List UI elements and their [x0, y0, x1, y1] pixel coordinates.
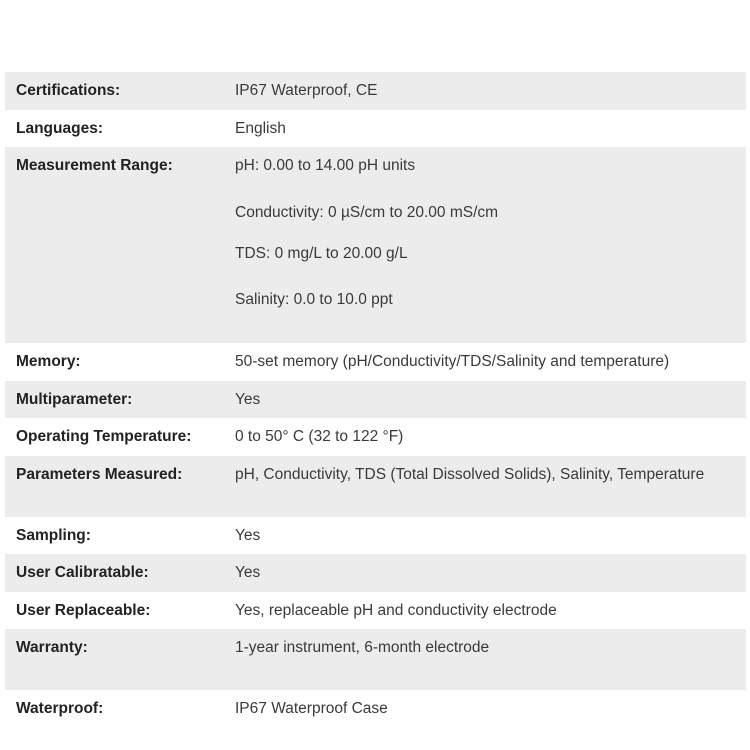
spec-label: Waterproof: [16, 700, 104, 717]
spec-row-measurement-range [5, 147, 746, 343]
spec-row-waterproof [5, 690, 746, 728]
spec-value: English [235, 119, 286, 137]
spec-value: 0 to 50° C (32 to 122 °F) [235, 428, 404, 445]
spec-value: Yes [235, 564, 261, 581]
spec-row-certifications [5, 72, 746, 110]
spec-row-memory [5, 343, 746, 381]
spec-row-languages [5, 110, 746, 148]
spec-row-multiparameter [5, 381, 746, 419]
spec-label: Certifications: [16, 82, 121, 99]
spec-value: 1-year instrument, 6-month electrode [235, 639, 490, 656]
spec-value: IP67 Waterproof Case [235, 700, 388, 717]
spec-label: Warranty: [16, 639, 88, 656]
spec-row-sampling [5, 517, 746, 555]
spec-value: pH, Conductivity, TDS (Total Dissolved Solids), Salinity, Temperature [235, 465, 705, 483]
spec-label: User Calibratable: [16, 564, 149, 581]
spec-row-warranty [5, 629, 746, 690]
spec-label: Measurement Range: [16, 157, 173, 174]
spec-value-line: TDS: 0 mg/L to 20.00 g/L [235, 244, 408, 262]
spec-row-user-calibratable [5, 554, 746, 592]
spec-value-line: Conductivity: 0 µS/cm to 20.00 mS/cm [235, 203, 499, 221]
spec-value: Yes [235, 390, 261, 408]
spec-row-user-replaceable [5, 592, 746, 630]
spec-row-operating-temperature [5, 418, 746, 456]
spec-value: Yes [235, 526, 261, 544]
spec-value: IP67 Waterproof, CE [235, 82, 378, 99]
spec-label: Operating Temperature: [16, 428, 192, 445]
spec-label: Multiparameter: [16, 390, 133, 408]
spec-value: 50-set memory (pH/Conductivity/TDS/Salinity and temperature) [235, 353, 670, 370]
spec-value-list [235, 147, 746, 343]
spec-value: Yes, replaceable pH and conductivity electrode [235, 601, 557, 619]
spec-label: Sampling: [16, 526, 91, 544]
spec-row-parameters-measured [5, 456, 746, 517]
spec-label: Languages: [16, 119, 103, 137]
spec-value-line: pH: 0.00 to 14.00 pH units [235, 157, 416, 174]
spec-label: Parameters Measured: [16, 465, 183, 483]
spec-value-line: Salinity: 0.0 to 10.0 ppt [235, 290, 393, 308]
spec-label: User Replaceable: [16, 601, 151, 619]
spec-label: Memory: [16, 353, 81, 370]
specifications-table [5, 72, 746, 728]
